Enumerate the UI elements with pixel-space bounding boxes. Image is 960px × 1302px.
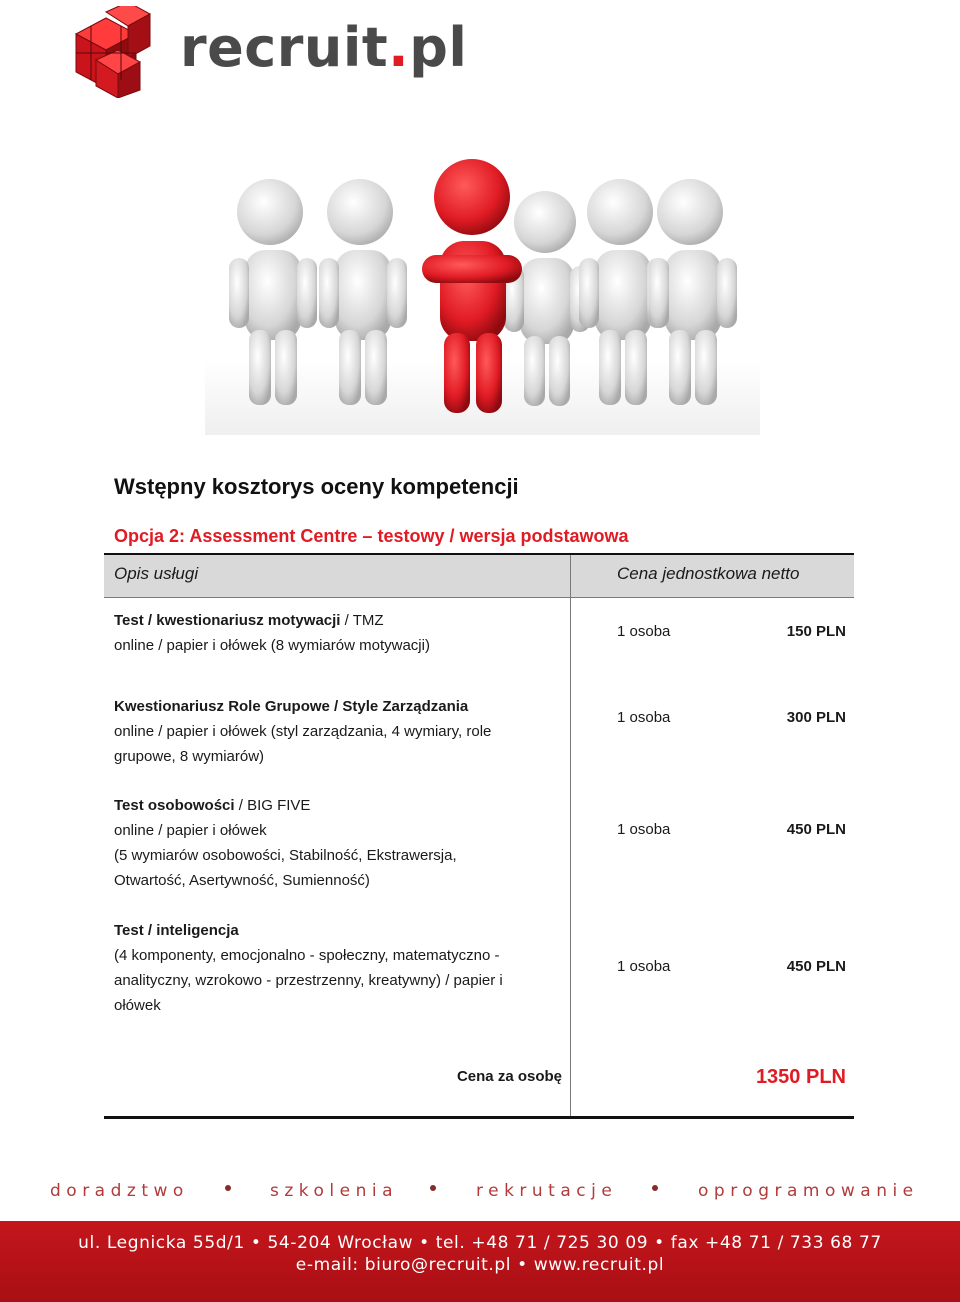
table-row-price: 150 PLN: [786, 623, 846, 640]
document-title: Wstępny kosztorys oceny kompetencji: [114, 474, 519, 499]
table-row-quantity: 1 osoba: [617, 958, 671, 975]
table-header-divider: [104, 597, 854, 598]
total-label: Cena za osobę: [456, 1068, 562, 1085]
header-service-description: Opis usługi: [114, 564, 199, 583]
service-item: szkolenia: [270, 1181, 399, 1201]
team-figures-illustration: [205, 150, 760, 435]
table-row-price: 300 PLN: [786, 709, 846, 726]
table-row-price: 450 PLN: [786, 821, 846, 838]
service-item: rekrutacje: [476, 1181, 618, 1201]
footer-contact-band: [0, 1221, 960, 1302]
service-item: oprogramowanie: [698, 1181, 919, 1201]
recruit-logo: [66, 6, 468, 98]
logo-wordmark: recruit.pl: [180, 16, 468, 79]
footer-address: ul. Legnicka 55d/1 • 54-204 Wrocław • tel. +48 71 / 725 30 09 • fax +48 71 / 733 68 77: [78, 1233, 882, 1253]
table-row-description: Test / inteligencja (4 komponenty, emocjonalno - społeczny, matematyczno - analityczny, wzrokowo - przestrzenny, kreatywny) / papier i ołówek: [114, 922, 503, 1014]
table-column-divider: [570, 555, 571, 1118]
red-cubes-logo-icon: [66, 6, 161, 98]
bullet-icon: [430, 1185, 436, 1191]
table-row-price: 450 PLN: [786, 958, 846, 975]
option-title: Opcja 2: Assessment Centre – testowy / wersja podstawowa: [114, 526, 629, 546]
table-row-quantity: 1 osoba: [617, 709, 671, 726]
table-bottom-border: [104, 1116, 854, 1119]
services-strip: [0, 1181, 960, 1205]
footer-contact: e-mail: biuro@recruit.pl • www.recruit.pl: [295, 1255, 665, 1275]
table-row-quantity: 1 osoba: [617, 623, 671, 640]
total-value: 1350 PLN: [755, 1066, 846, 1088]
table-row-description: Test osobowości / BIG FIVE online / papier i ołówek (5 wymiarów osobowości, Stabilność, Ekstrawersja, Otwartość, Asertywność, Sumienność): [114, 797, 457, 889]
header-unit-price: Cena jednostkowa netto: [617, 564, 800, 583]
bullet-icon: [652, 1185, 658, 1191]
service-item: doradztwo: [50, 1181, 189, 1201]
table-row-description: Test / kwestionariusz motywacji / TMZ online / papier i ołówek (8 wymiarów motywacji): [114, 612, 430, 654]
bullet-icon: [225, 1185, 231, 1191]
table-row-quantity: 1 osoba: [617, 821, 671, 838]
table-row-description: Kwestionariusz Role Grupowe / Style Zarządzania online / papier i ołówek (styl zarządzania, 4 wymiary, role grupowe, 8 wymiarów): [114, 698, 492, 765]
